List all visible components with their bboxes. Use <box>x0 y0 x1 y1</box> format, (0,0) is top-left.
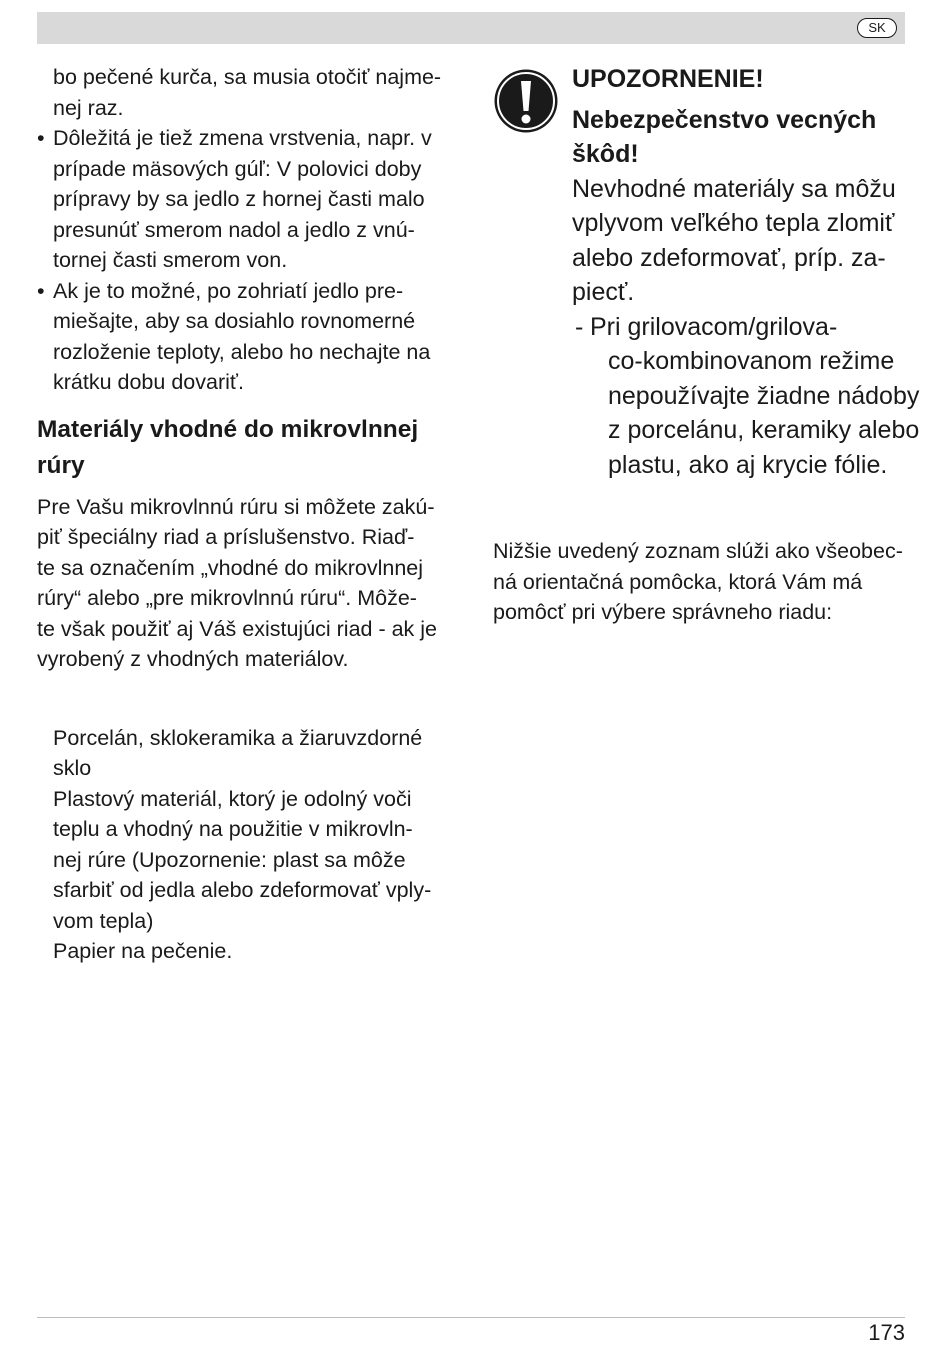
warning-title: UPOZORNENIE! <box>572 65 764 93</box>
bullet-icon: • <box>37 278 45 303</box>
material-item-porcelain: Porcelán, sklokeramika a žiaruvzdorné sklo <box>53 725 423 780</box>
bullet-item-stirring: • Ak je to možné, po zohriatí jedlo pre- miešajte, aby sa dosiahlo rovnomerné rozloženie teploty, alebo ho nechajte na krátku dobu dovariť. <box>37 276 449 398</box>
intro-text: bo pečené kurča, sa musia otočiť najme- nej raz. <box>53 65 442 120</box>
material-item-plastic: Plastový materiál, ktorý je odolný voči teplu a vhodný na použitie v mikrovln- nej rúre (Upozornenie: plast sa môže sfarbiť od jedla alebo zdeformovať vply- vom tepla) <box>53 786 432 933</box>
orientation-note: Nižšie uvedený zoznam slúži ako všeobec- ná orientačná pomôcka, ktorá Vám má pomôcť pri výbere správneho riadu: <box>493 539 903 624</box>
left-column <box>37 62 449 967</box>
section-heading: Materiály vhodné do mikrovlnnej rúry <box>37 415 419 479</box>
warning-block <box>493 62 920 492</box>
right-column <box>493 62 920 628</box>
warning-subtitle: Nebezpečenstvo vecných škôd! <box>572 105 877 168</box>
dash-icon: - <box>575 312 584 341</box>
bullet-icon: • <box>37 126 45 150</box>
page-number: 173 <box>868 1320 905 1345</box>
warning-dash-item: - Pri grilovacom/grilova- co-kombinovanom režime nepoužívajte žiadne nádoby z porcelánu, keramiky alebo plastu, ako aj krycie fólie. <box>572 310 912 483</box>
material-item-baking-paper: Papier na pečenie. <box>53 939 233 963</box>
language-badge: SK <box>857 18 897 38</box>
exclamation-icon <box>493 68 559 134</box>
section-paragraph: Pre Vašu mikrovlnnú rúru si môžete zakú- piť špeciálny riad a príslušenstvo. Riaď- te sa označením „vhodné do mikrovlnnej rúry“ alebo „pre mikrovlnnú rúru“. Môže- te však použiť aj Váš existujúci riad - ak je vyrobený z vhodných materiálov. <box>37 494 438 671</box>
bullet-item-layering: • Dôležitá je tiež zmena vrstvenia, napr. v prípade mäsových gúľ: V polovici doby prípravy by sa jedlo z hornej časti malo presunúť smerom nadol a jedlo z vnú- tornej časti smerom von. <box>37 123 449 276</box>
header-bar <box>37 12 905 44</box>
footer-divider <box>37 1317 905 1318</box>
warning-text <box>572 62 920 482</box>
warning-body: Nevhodné materiály sa môžu vplyvom veľkého tepla zlomiť alebo zdeformovať, príp. za- piecť. <box>572 174 896 306</box>
materials-list <box>37 723 449 967</box>
